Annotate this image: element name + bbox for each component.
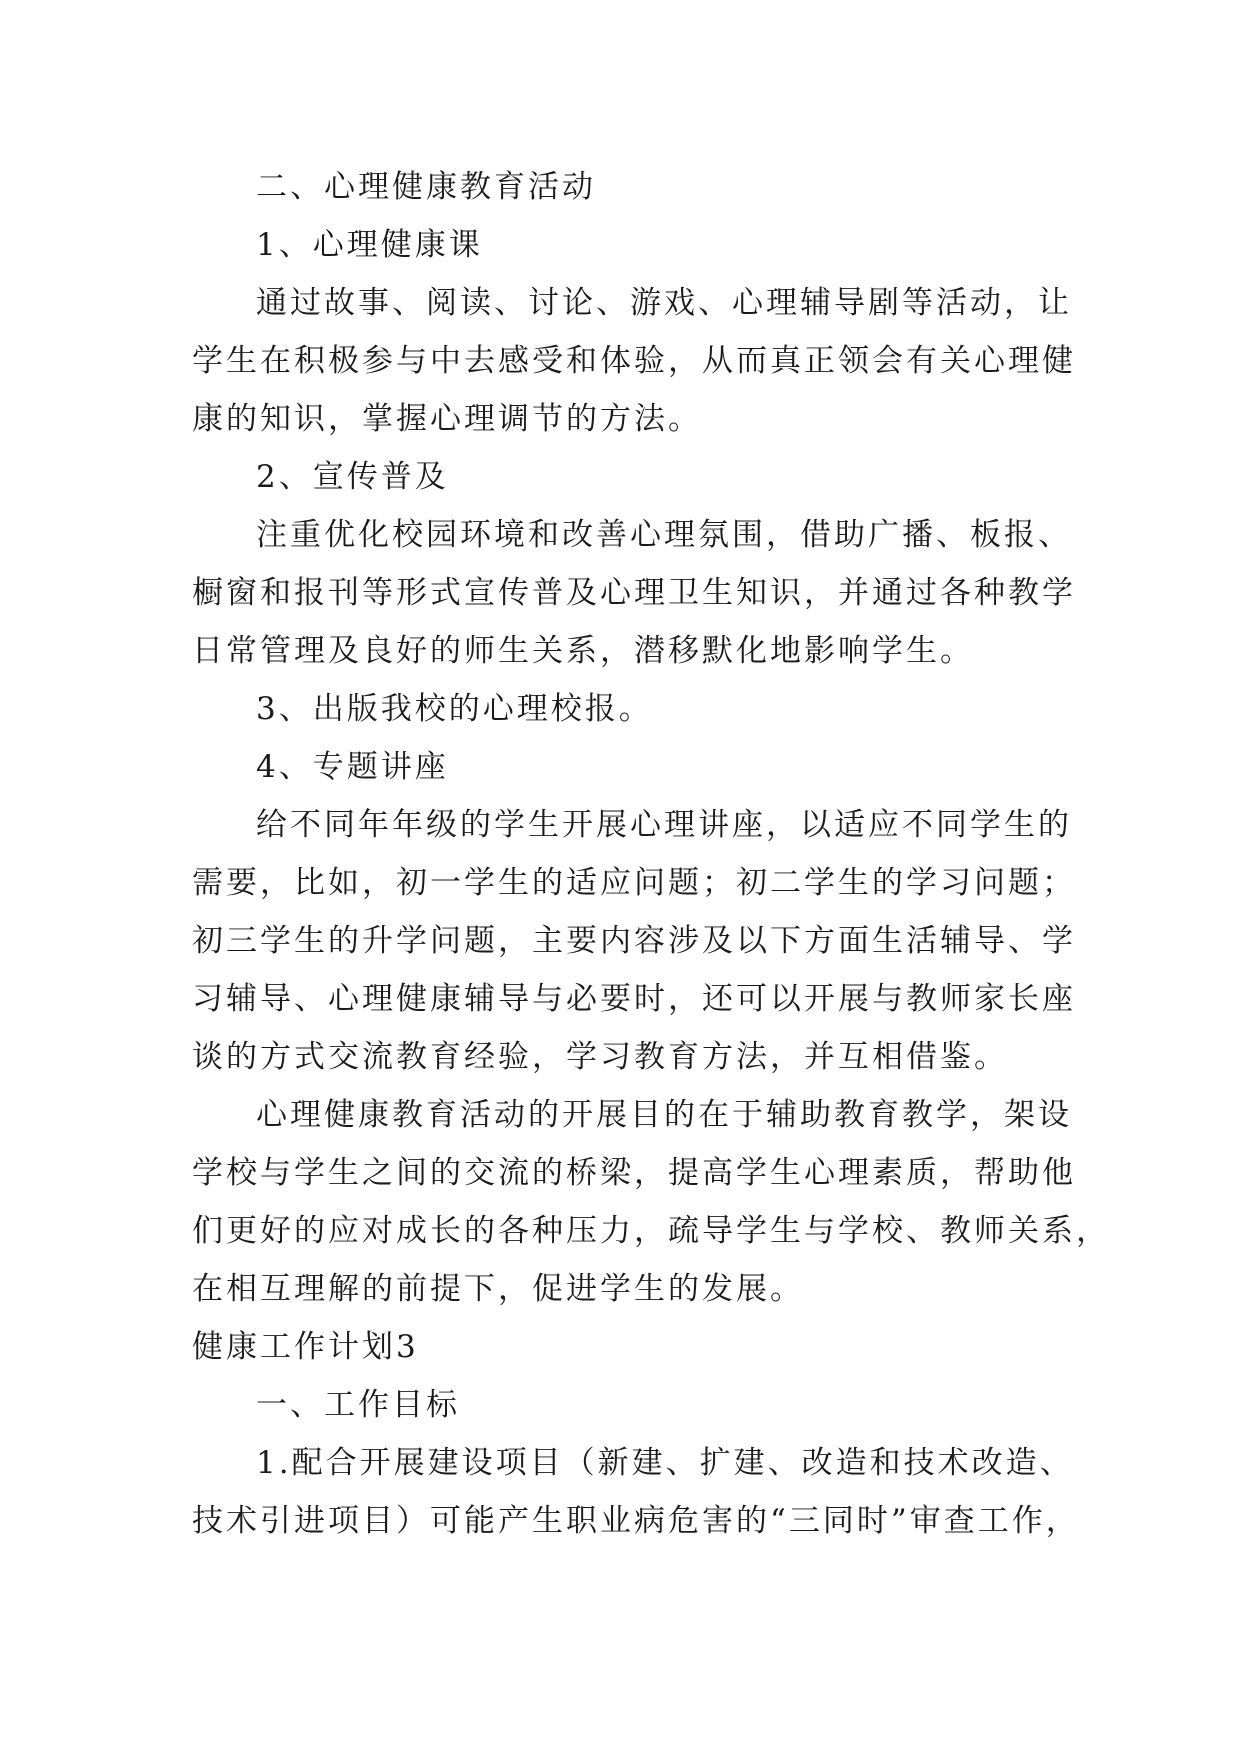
paragraph-line: 在相互理解的前提下，促进学生的发展。 bbox=[192, 1271, 804, 1307]
paragraph-line: 需要，比如，初一学生的适应问题；初二学生的学习问题； bbox=[192, 865, 1076, 901]
paragraph-line: 们更好的应对成长的各种压力，疏导学生与学校、教师关系， bbox=[192, 1213, 1110, 1249]
document-body bbox=[192, 158, 1110, 1550]
subsection-heading: 3、出版我校的心理校报。 bbox=[256, 691, 653, 727]
paragraph-line: 橱窗和报刊等形式宣传普及心理卫生知识，并通过各种教学 bbox=[192, 575, 1076, 611]
paragraph-line: 习辅导、心理健康辅导与必要时，还可以开展与教师家长座 bbox=[192, 981, 1076, 1017]
paragraph-line: 康的知识，掌握心理调节的方法。 bbox=[192, 401, 702, 437]
document-title: 健康工作计划3 bbox=[192, 1329, 419, 1365]
paragraph-line: 学生在积极参与中去感受和体验，从而真正领会有关心理健 bbox=[192, 343, 1076, 379]
subsection-heading: 1、心理健康课 bbox=[256, 227, 483, 263]
paragraph-line: 注重优化校园环境和改善心理氛围，借助广播、板报、 bbox=[256, 517, 1072, 553]
paragraph-line: 1.配合开展建设项目（新建、扩建、改造和技术改造、 bbox=[256, 1445, 1074, 1481]
paragraph-line: 学校与学生之间的交流的桥梁，提高学生心理素质，帮助他 bbox=[192, 1155, 1076, 1191]
paragraph-line: 日常管理及良好的师生关系，潜移默化地影响学生。 bbox=[192, 633, 974, 669]
paragraph-line: 给不同年年级的学生开展心理讲座，以适应不同学生的 bbox=[256, 807, 1072, 843]
section-heading: 一、工作目标 bbox=[256, 1387, 460, 1423]
subsection-heading: 2、宣传普及 bbox=[256, 459, 449, 495]
paragraph-line: 初三学生的升学问题，主要内容涉及以下方面生活辅导、学 bbox=[192, 923, 1076, 959]
paragraph-line: 心理健康教育活动的开展目的在于辅助教育教学，架设 bbox=[256, 1097, 1072, 1133]
paragraph-line: 通过故事、阅读、讨论、游戏、心理辅导剧等活动，让 bbox=[256, 285, 1072, 321]
subsection-heading: 4、专题讲座 bbox=[256, 749, 449, 785]
section-heading: 二、心理健康教育活动 bbox=[256, 169, 596, 205]
paragraph-line: 技术引进项目）可能产生职业病危害的“三同时”审查工作， bbox=[192, 1503, 1080, 1539]
paragraph-line: 谈的方式交流教育经验，学习教育方法，并互相借鉴。 bbox=[192, 1039, 1008, 1075]
